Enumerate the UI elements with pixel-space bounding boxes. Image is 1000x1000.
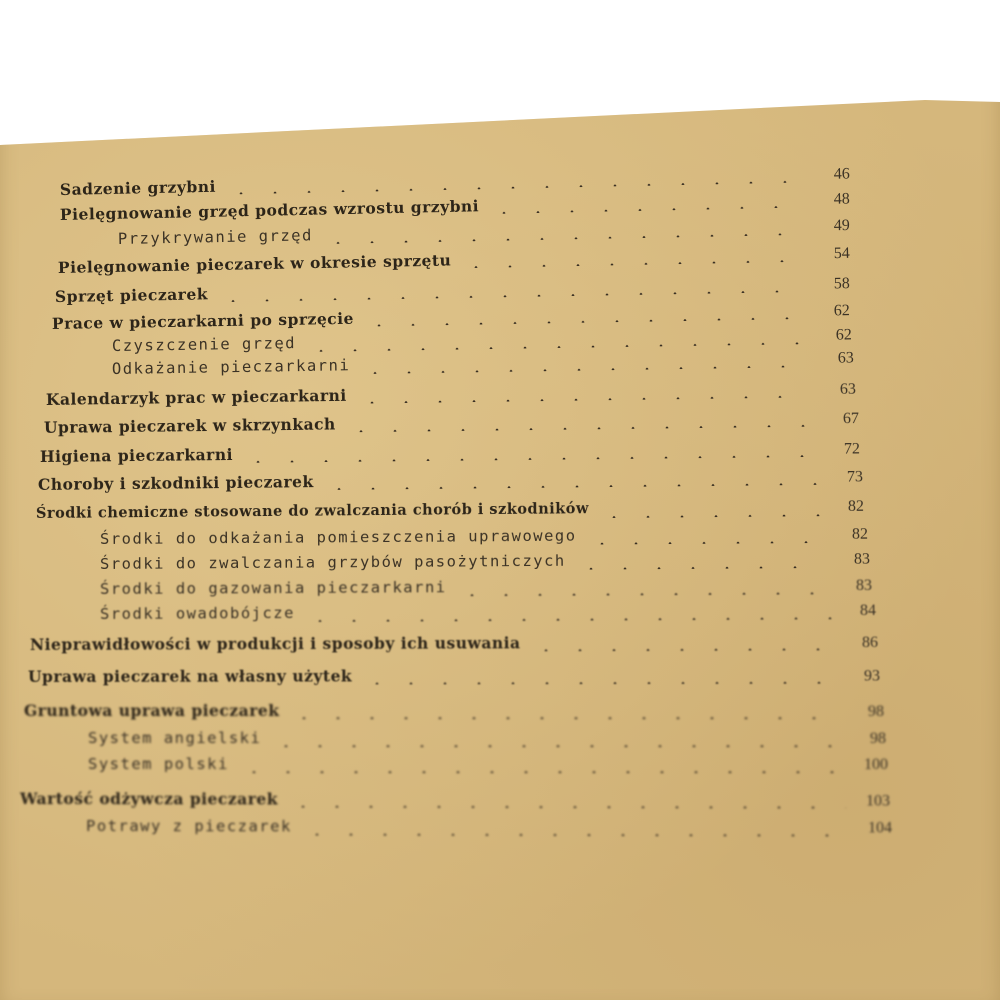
toc-entry (88, 755, 888, 781)
leader-dots (241, 455, 816, 463)
leader-dots (455, 592, 828, 596)
toc-entry-title: Sadzenie grzybni (59, 176, 217, 199)
toc-entry-title: Uprawa pieczarek na własny użytek (27, 666, 353, 686)
leader-dots (358, 365, 810, 374)
toc-entry-title: Kalendarzyk prac w pieczarkarni (45, 385, 347, 409)
leader-dots (585, 541, 824, 545)
leader-dots (459, 260, 805, 269)
toc-entry-page: 46 (833, 165, 850, 183)
leader-dots (529, 648, 834, 651)
leader-dots (355, 395, 812, 403)
toc-entry (20, 789, 890, 817)
leader-dots (487, 205, 806, 214)
toc-entry-page: 72 (843, 440, 861, 458)
toc-entry-page: 93 (863, 667, 881, 685)
leader-dots (287, 717, 840, 719)
leader-dots (269, 745, 842, 747)
toc-entry (86, 817, 892, 844)
leader-dots (362, 317, 806, 327)
toc-entry-title: Choroby i szkodniki pieczarek (37, 472, 314, 494)
toc-entry-page: 100 (864, 756, 888, 773)
toc-entry-page: 84 (859, 601, 877, 620)
toc-entry-title: Uprawa pieczarek w skrzynkach (43, 414, 336, 437)
leader-dots (597, 514, 820, 518)
leader-dots (360, 682, 836, 685)
leader-dots (286, 805, 846, 808)
toc-entry (28, 666, 880, 693)
toc-entry-page: 104 (867, 819, 893, 837)
toc-entry-title: Środki chemiczne stosowane do zwalczania chorób i szkodników (35, 500, 589, 522)
toc-entry-title: Pielęgnowanie grzęd podczas wzrostu grzybni (59, 196, 480, 224)
toc-entry-page: 48 (833, 190, 850, 208)
leader-dots (303, 617, 832, 622)
toc-entry-title: Przykrywanie grzęd (117, 226, 314, 248)
leader-dots (321, 233, 806, 244)
toc-entry-page: 54 (833, 244, 850, 263)
toc-entry (88, 729, 886, 755)
toc-entry-title: Higiena pieczarkarni (39, 444, 234, 466)
toc-entry-title: Środki owadobójcze (99, 603, 296, 623)
toc-entry (30, 632, 878, 661)
toc-entry-page: 82 (851, 525, 869, 543)
toc-entry (24, 701, 884, 727)
leader-dots (300, 833, 848, 836)
toc-entry-title: System polski (88, 755, 229, 773)
toc-entry-page: 49 (833, 216, 850, 235)
leader-dots (322, 483, 819, 490)
toc-entry-page: 103 (865, 792, 891, 810)
toc-entry-title: Środki do gazowania pieczarkarni (99, 578, 447, 598)
toc-entry-title: System angielski (88, 729, 262, 747)
toc-entry-page: 83 (855, 576, 873, 595)
toc-entry-title: Gruntowa uprawa pieczarek (24, 701, 280, 720)
toc-entry-title: Czyszczenie grzęd (111, 334, 297, 355)
toc-entry-page: 63 (839, 380, 857, 398)
toc-entry-page: 83 (853, 550, 871, 568)
toc-entry-page: 98 (870, 730, 886, 747)
toc-entry-title: Prace w pieczarkarni po sprzęcie (51, 308, 355, 333)
toc-entry-title: Wartość odżywcza pieczarek (19, 789, 279, 809)
toc-entry-page: 63 (837, 349, 854, 367)
toc-entry-page: 98 (868, 703, 884, 720)
toc-entry-title: Potrawy z pieczarek (85, 817, 292, 836)
toc-entry-title: Nieprawidłowości w produkcji i sposoby ich usuwania (29, 633, 521, 654)
toc-entry-page: 86 (861, 634, 879, 652)
leader-dots (574, 566, 826, 570)
toc-entry-title: Sprzęt pieczarek (54, 284, 209, 306)
toc-entry-page: 62 (833, 302, 850, 320)
leader-dots (237, 771, 844, 773)
toc-entry-page: 67 (842, 410, 860, 428)
leader-dots (216, 290, 806, 302)
toc-entry-page: 82 (847, 497, 865, 515)
toc-entry-page: 58 (833, 275, 850, 293)
toc-entry-page: 73 (846, 468, 864, 486)
toc-entry-title: Pielęgnowanie pieczarek w okresie sprzętu (57, 250, 452, 277)
leader-dots (344, 425, 815, 433)
toc-entry-title: Środki do odkażania pomieszczenia uprawowego (99, 526, 577, 548)
toc-entry-title: Środki do zwalczania grzybów pasożytniczych (99, 551, 566, 573)
toc-entry (100, 601, 876, 631)
toc-entry-page: 62 (835, 326, 852, 344)
toc-entry-title: Odkażanie pieczarkarni (111, 356, 351, 378)
